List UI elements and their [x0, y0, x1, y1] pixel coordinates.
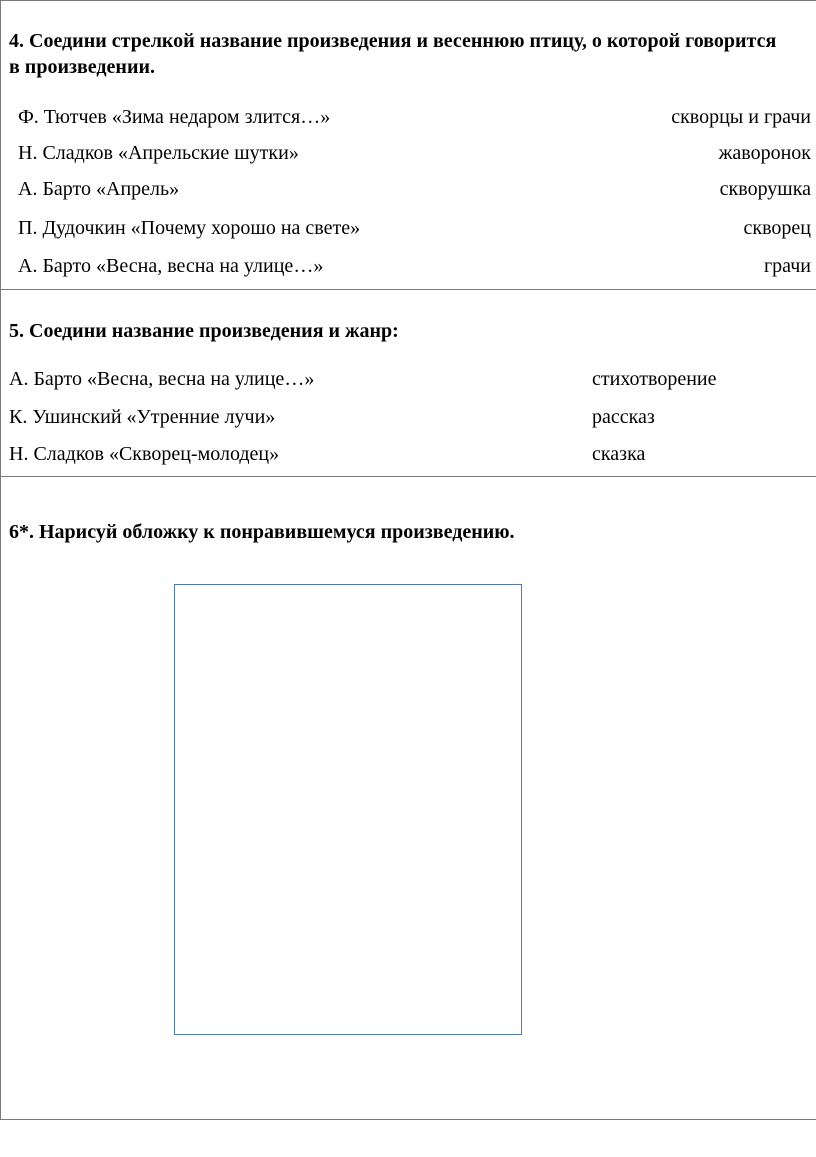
task-4-work-5: А. Барто «Весна, весна на улице…» [18, 255, 324, 277]
task-6-title: 6*. Нарисуй обложку к понравившемуся произведению. [9, 521, 515, 543]
task-5-genre-2: рассказ [592, 406, 655, 428]
table-bottom-border [0, 1119, 816, 1120]
task-4-bird-1: скворцы и грачи [671, 106, 811, 128]
task-5-section [0, 290, 816, 476]
task-4-title: 4. Соедини стрелкой название произведения и весеннюю птицу, о которой говорится в произведении. [9, 30, 777, 78]
task-5-work-3: Н. Сладков «Скворец-молодец» [9, 443, 280, 465]
task-5-genre-1: стихотворение [592, 368, 717, 390]
task-5-work-2: К. Ушинский «Утренние лучи» [9, 406, 276, 428]
task-4-work-4: П. Дудочкин «Почему хорошо на свете» [18, 217, 361, 239]
cover-drawing-box [174, 584, 522, 1035]
task-4-bird-2: жаворонок [718, 142, 811, 164]
task-4-work-3: А. Барто «Апрель» [18, 178, 180, 200]
task-4-bird-3: скворушка [719, 178, 811, 200]
task-5-work-1: А. Барто «Весна, весна на улице…» [9, 368, 315, 390]
task-4-section [0, 0, 816, 289]
task-4-bird-4: скворец [743, 217, 811, 239]
task-4-bird-5: грачи [763, 255, 811, 277]
task-4-work-2: Н. Сладков «Апрельские шутки» [18, 142, 299, 164]
task-5-title: 5. Соедини название произведения и жанр: [9, 320, 399, 342]
task-4-work-1: Ф. Тютчев «Зима недаром злится…» [18, 106, 331, 128]
task-5-genre-3: сказка [592, 443, 646, 465]
